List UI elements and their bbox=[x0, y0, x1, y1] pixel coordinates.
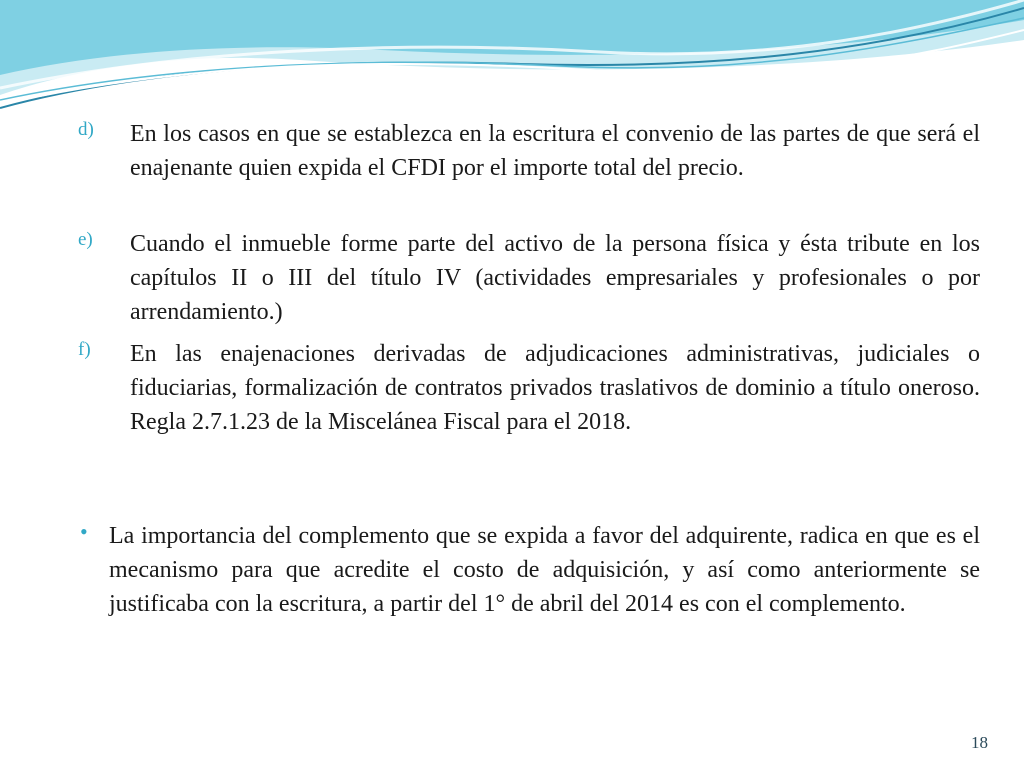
list-text-d: En los casos en que se establezca en la escritura el convenio de las partes de que será el enajenante quien expida el CFDI por el importe total del precio. bbox=[130, 121, 980, 181]
list-text-e: Cuando el inmueble forme parte del activo de la persona física y ésta tribute en los capítulos II o III del título IV (actividades empresariales y profesionales o por arrendamiento.) bbox=[130, 231, 980, 325]
list-marker-e: e) bbox=[78, 229, 93, 250]
list-marker-f: f) bbox=[78, 339, 91, 360]
bullet-text: La importancia del complemento que se expida a favor del adquirente, radica en que es el mecanismo para que acredite el costo de adquisición, y así como anteriormente se justificaba con la escritura, a partir del 1° de abril del 2014 es con el complemento. bbox=[109, 523, 980, 617]
list-text-f: En las enajenaciones derivadas de adjudicaciones administrativas, judiciales o fiduciarias, formalización de contratos privados traslativos de dominio a título oneroso. Regla 2.7.1.23 de la Miscelánea Fiscal para el 2018. bbox=[130, 341, 980, 435]
page-number: 18 bbox=[971, 733, 988, 752]
list-marker-d: d) bbox=[78, 119, 94, 140]
bullet-dot-icon: • bbox=[80, 519, 88, 544]
